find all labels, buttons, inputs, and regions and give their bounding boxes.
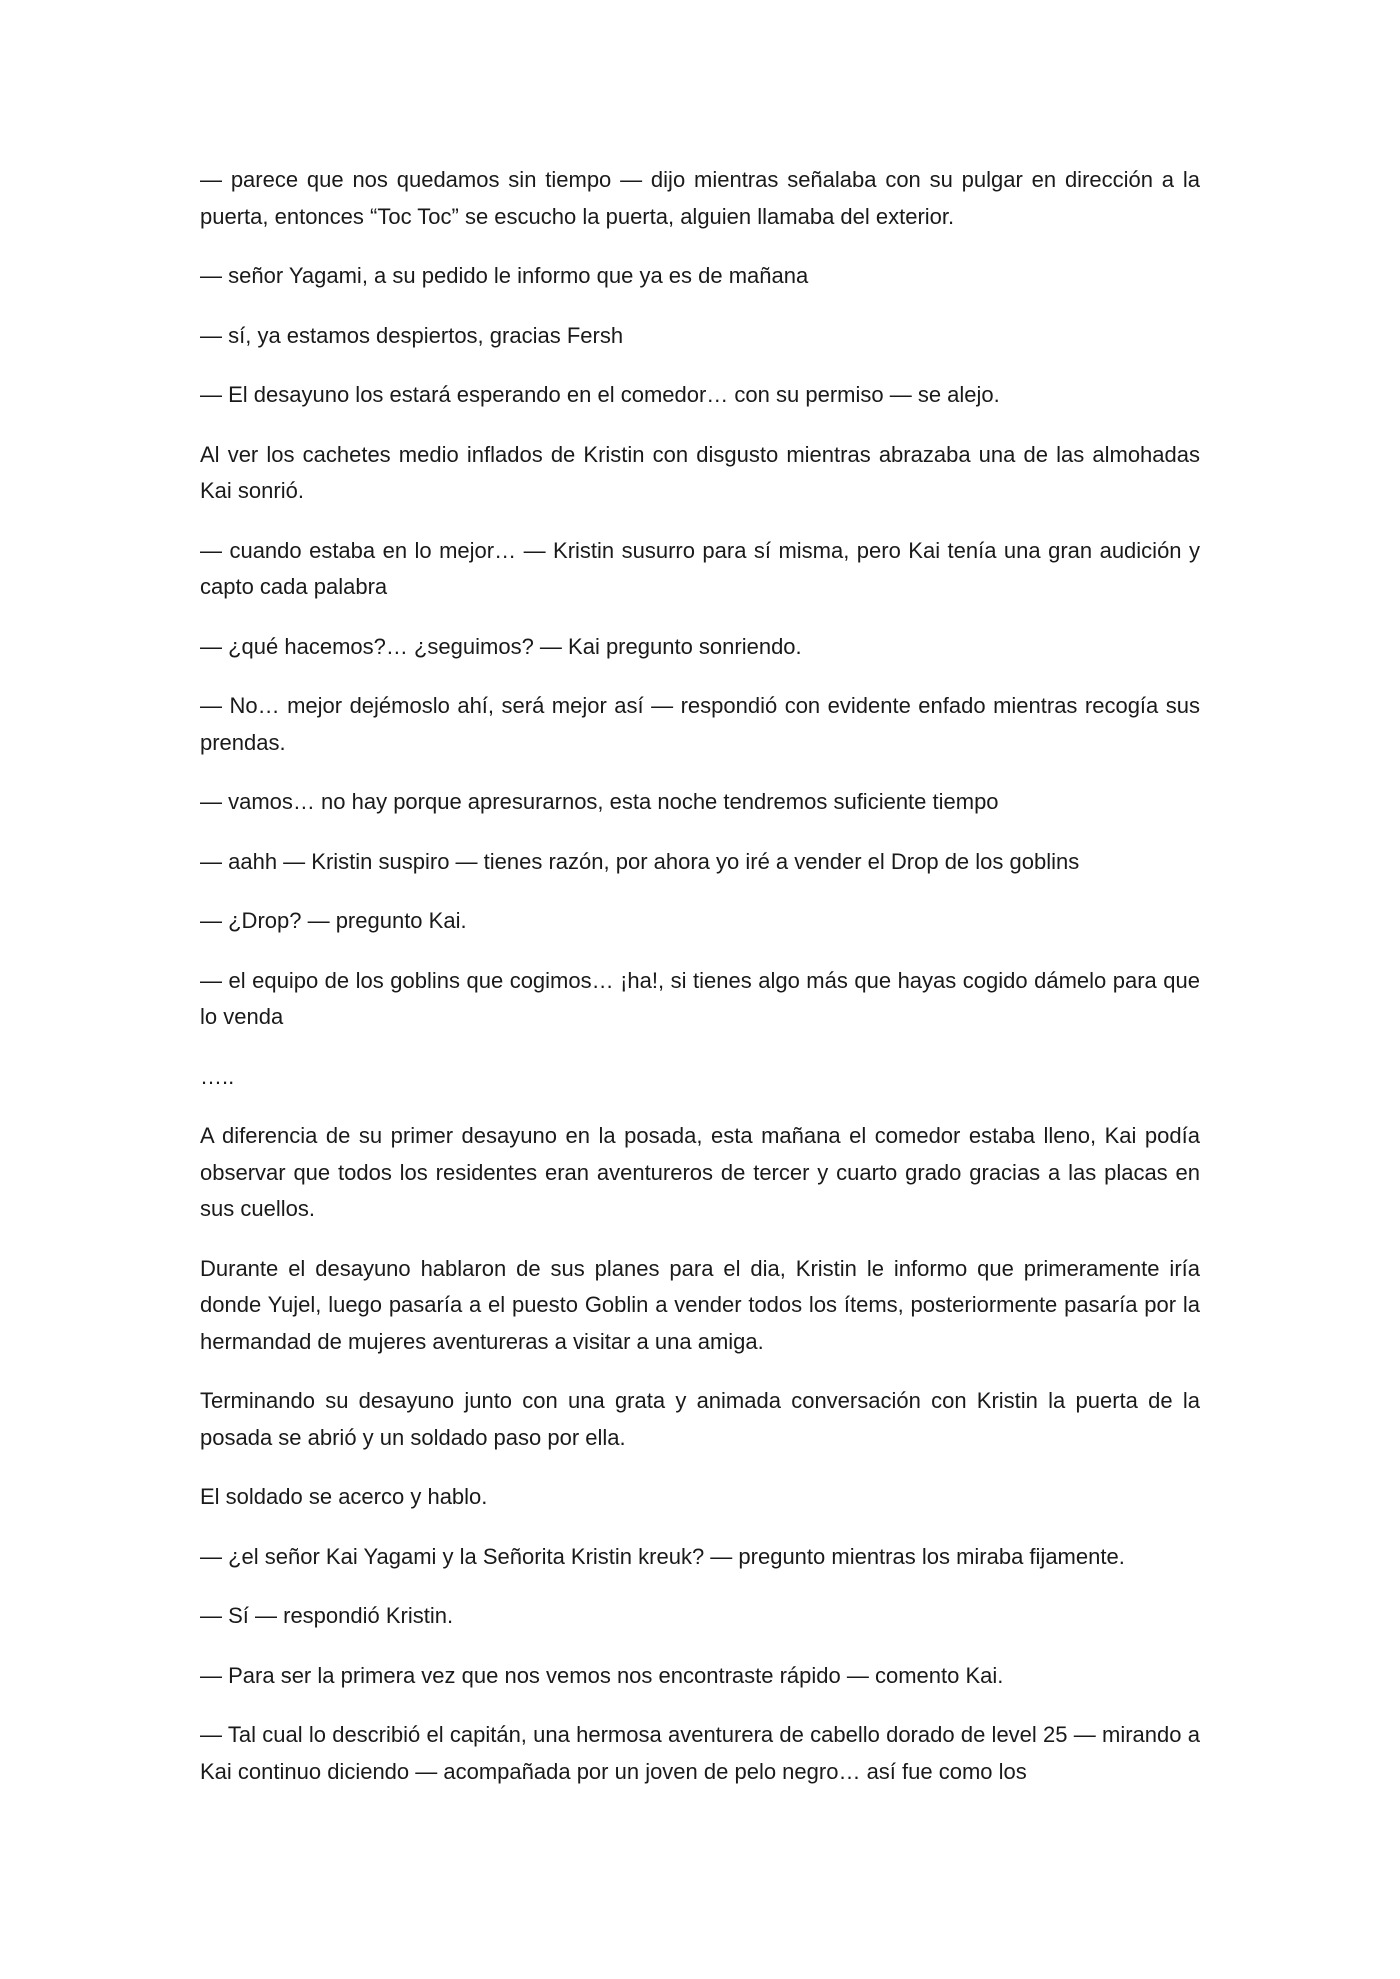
paragraph: — parece que nos quedamos sin tiempo — dijo mientras señalaba con su pulgar en dirección a la puerta, entonces “Toc Toc” se escucho la puerta, alguien llamaba del exterior. <box>200 167 1200 229</box>
paragraph: A diferencia de su primer desayuno en la posada, esta mañana el comedor estaba lleno, Kai podía observar que todos los residentes eran aventureros de tercer y cuarto grado gracias a las placas en sus cuellos. <box>200 1123 1200 1221</box>
paragraph: — señor Yagami, a su pedido le informo que ya es de mañana <box>200 263 809 288</box>
paragraph: — ¿el señor Kai Yagami y la Señorita Kristin kreuk? — pregunto mientras los miraba fijamente. <box>200 1543 1125 1569</box>
paragraph: — ¿Drop? — pregunto Kai. <box>200 908 467 933</box>
paragraph: — Para ser la primera vez que nos vemos nos encontraste rápido — comento Kai. <box>200 1662 1004 1688</box>
paragraph: — ¿qué hacemos?… ¿seguimos? — Kai pregunto sonriendo. <box>200 633 802 659</box>
paragraph: — El desayuno los estará esperando en el comedor… con su permiso — se alejo. <box>200 382 1000 407</box>
paragraph: — sí, ya estamos despiertos, gracias Fersh <box>200 322 624 348</box>
paragraph: — vamos… no hay porque apresurarnos, esta noche tendremos suficiente tiempo <box>200 789 999 814</box>
paragraph: Terminando su desayuno junto con una grata y animada conversación con Kristin la puerta de la posada se abrió y un soldado paso por ella. <box>200 1388 1200 1450</box>
paragraph: El soldado se acerco y hablo. <box>200 1484 488 1509</box>
paragraph: Al ver los cachetes medio inflados de Kristin con disgusto mientras abrazaba una de las almohadas Kai sonrió. <box>200 441 1200 503</box>
paragraph: Durante el desayuno hablaron de sus planes para el dia, Kristin le informo que primeramente iría donde Yujel, luego pasaría a el puesto Goblin a vender todos los ítems, posteriormente pasaría por la hermandad de mujeres aventureras a visitar a una amiga. <box>200 1255 1200 1354</box>
paragraph: — Tal cual lo describió el capitán, una hermosa aventurera de cabello dorado de level 25 — mirando a Kai continuo diciendo — acompañada por un joven de pelo negro… así fue como los <box>200 1722 1200 1784</box>
paragraph: — aahh — Kristin suspiro — tienes razón, por ahora yo iré a vender el Drop de los goblins <box>200 848 1080 874</box>
document-body <box>200 162 1200 1813</box>
scene-break: ….. <box>200 1063 235 1089</box>
paragraph: — cuando estaba en lo mejor… — Kristin susurro para sí misma, pero Kai tenía una gran audición y capto cada palabra <box>200 537 1200 599</box>
paragraph: — Sí — respondió Kristin. <box>200 1603 454 1628</box>
paragraph: — No… mejor dejémoslo ahí, será mejor así — respondió con evidente enfado mientras recogía sus prendas. <box>200 693 1200 755</box>
paragraph: — el equipo de los goblins que cogimos… ¡ha!, si tienes algo más que hayas cogido dámelo para que lo venda <box>200 967 1200 1029</box>
